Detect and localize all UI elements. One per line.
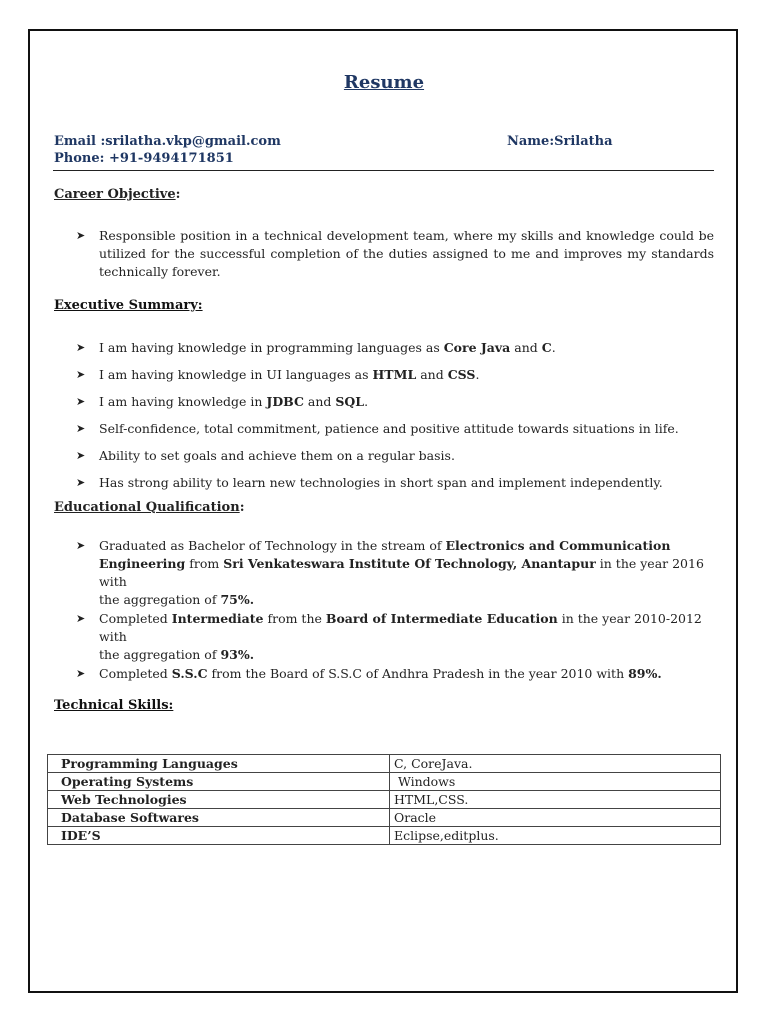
skill-value: C, CoreJava.: [390, 755, 721, 773]
bullet-arrow-icon: ➤: [76, 476, 86, 489]
skill-category: Web Technologies: [48, 791, 390, 809]
phone: Phone: +91-9494171851: [54, 151, 234, 166]
bullet-arrow-icon: ➤: [76, 667, 86, 680]
education-heading: Educational Qualification:: [54, 500, 245, 515]
bullet-arrow-icon: ➤: [76, 395, 86, 408]
skill-category: IDE’S: [48, 827, 390, 845]
bullet-arrow-icon: ➤: [76, 422, 86, 435]
email: Email :srilatha.vkp@gmail.com: [54, 134, 281, 149]
skill-value: Oracle: [390, 809, 721, 827]
education-ssc: ➤ Completed S.S.C from the Board of S.S.C of Andhra Pradesh in the year 2010 with 89%.: [76, 666, 662, 681]
skill-category: Database Softwares: [48, 809, 390, 827]
skill-value: Windows: [390, 773, 721, 791]
career-objective-heading: Career Objective:: [54, 187, 181, 202]
skill-value: Eclipse,editplus.: [390, 827, 721, 845]
table-row: [48, 827, 721, 845]
table-row: [48, 791, 721, 809]
table-row: [48, 773, 721, 791]
bullet-arrow-icon: ➤: [76, 612, 86, 625]
name: Name:Srilatha: [507, 134, 613, 149]
skill-value: HTML,CSS.: [390, 791, 721, 809]
career-objective-text: ➤ Responsible position in a technical development team, where my skills and knowledge could be utilized for the successful completion of the duties assigned to me and improves my standards technically forever.: [76, 228, 714, 279]
education-btech: ➤ Graduated as Bachelor of Technology in the stream of Electronics and Communication Engineering from Sri Venkateswara Institute Of Technology, Anantapur in the year 2016 with the aggregation of 75%.: [76, 538, 704, 607]
bullet-arrow-icon: ➤: [76, 229, 86, 242]
page-title: Resume: [343, 72, 425, 93]
skill-category: Programming Languages: [48, 755, 390, 773]
bullet-arrow-icon: ➤: [76, 368, 86, 381]
skill-category: Operating Systems: [48, 773, 390, 791]
skills-table: [47, 754, 721, 845]
header-divider: [53, 170, 714, 171]
bullet-arrow-icon: ➤: [76, 539, 86, 552]
table-row: [48, 809, 721, 827]
technical-skills-heading: Technical Skills:: [54, 698, 174, 713]
bullet-arrow-icon: ➤: [76, 341, 86, 354]
table-row: [48, 755, 721, 773]
bullet-arrow-icon: ➤: [76, 449, 86, 462]
executive-summary-heading: Executive Summary:: [54, 298, 203, 313]
education-intermediate: ➤ Completed Intermediate from the Board of Intermediate Education in the year 2010-2012 with the aggregation of 93%.: [76, 611, 702, 662]
